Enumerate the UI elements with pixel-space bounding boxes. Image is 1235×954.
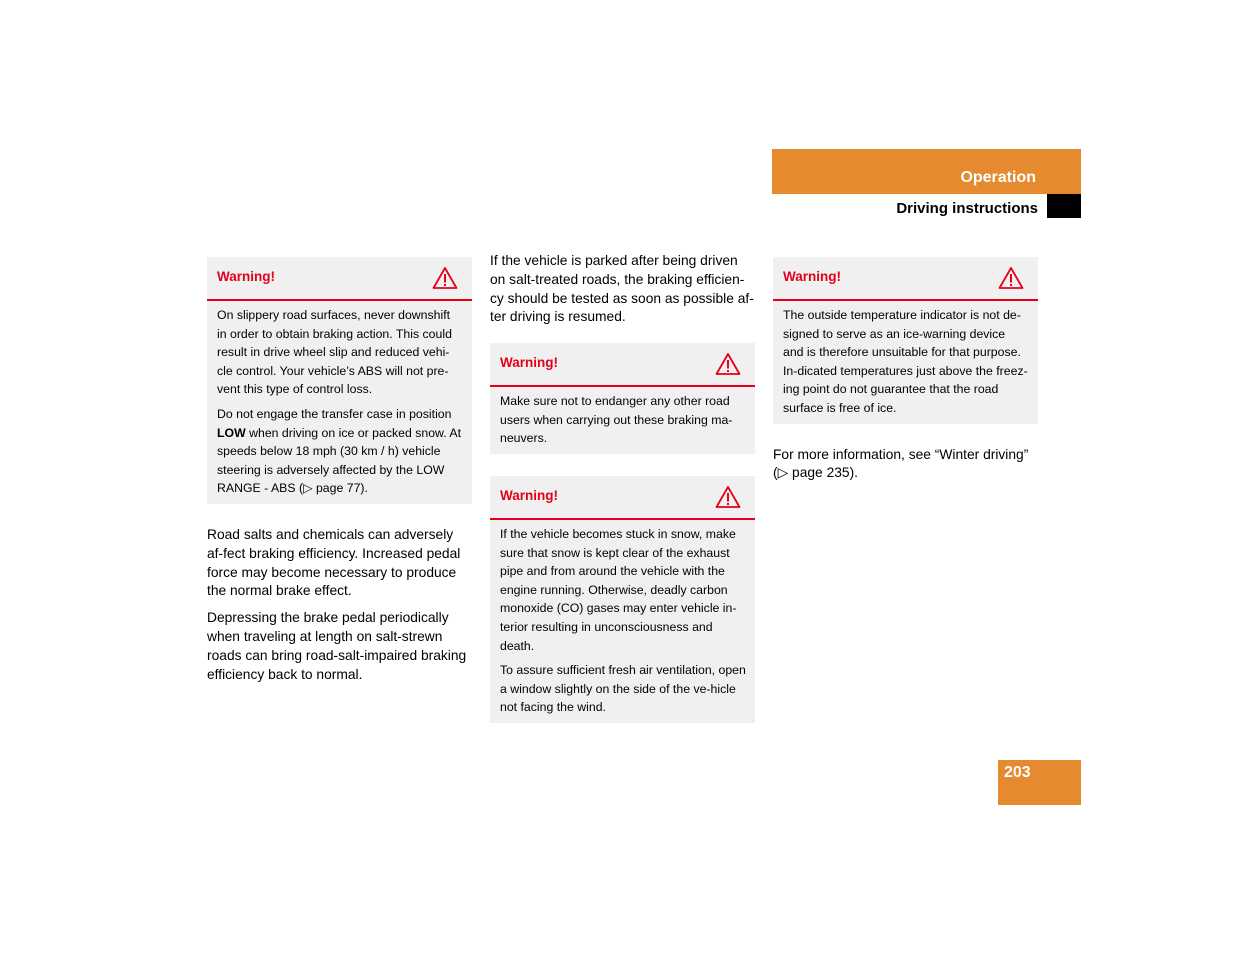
warning-paragraph: On slippery road surfaces, never downshift in order to obtain braking action. This could result in drive wheel slip and reduced vehi-cle control. Your vehicle’s ABS will not pre-vent this type of control loss.	[217, 308, 452, 397]
warning-paragraph: The outside temperature indicator is not de-signed to serve as an ice-warning device and is therefore unsuitable for that purpose. In-dicated temperatures just above the freez-ing point do not guarantee that the road surface is free of ice.	[783, 308, 1028, 415]
warning-header	[490, 343, 755, 387]
warning-paragraph: To assure sufficient fresh air ventilation, open a window slightly on the side of the ve-hicle not facing the wind.	[500, 663, 746, 715]
page-number: 203	[1004, 764, 1031, 781]
warning-triangle-icon	[998, 266, 1024, 290]
warning-title: Warning!	[217, 269, 275, 284]
warning-header	[490, 476, 755, 520]
section-header-bar	[772, 149, 1081, 194]
warning-text: Do not engage the transfer case in position	[217, 406, 452, 421]
warning-title: Warning!	[783, 269, 841, 284]
warning-body	[773, 301, 1038, 424]
warning-box	[207, 257, 472, 504]
warning-body	[490, 520, 755, 723]
column-left	[207, 257, 472, 692]
warning-body	[207, 301, 472, 504]
warning-triangle-icon	[715, 485, 741, 509]
warning-text: when driving on ice or packed snow. At speeds below 18 mph (30 km / h) vehicle steering is adversely affected by the LOW RANGE - ABS (▷ page 77).	[217, 425, 462, 496]
column-right	[773, 257, 1038, 491]
body-paragraph: Depressing the brake pedal periodically when traveling at length on salt-strewn roads can bring road-salt-impaired braking efficiency back to normal.	[207, 610, 467, 682]
warning-paragraph: If the vehicle becomes stuck in snow, make sure that snow is kept clear of the exhaust pipe and from around the vehicle with the engine running. Otherwise, deadly carbon monoxide (CO) gases may enter vehicle in-terior resulting in unconsciousness and death.	[500, 526, 737, 653]
page-number-box	[998, 760, 1081, 805]
column-middle	[490, 252, 755, 745]
warning-header	[207, 257, 472, 301]
warning-header	[773, 257, 1038, 301]
warning-title: Warning!	[500, 487, 558, 503]
warning-emphasis: LOW	[217, 425, 246, 440]
warning-triangle-icon	[715, 352, 741, 376]
section-marker	[1047, 194, 1081, 218]
subsection-title: Driving instructions	[896, 200, 1038, 217]
warning-body	[490, 387, 755, 454]
warning-box	[490, 476, 755, 723]
warning-box	[773, 257, 1038, 424]
warning-triangle-icon	[432, 266, 458, 290]
body-paragraph: Road salts and chemicals can adversely af-fect braking efficiency. Increased pedal force may become necessary to produce the normal brake effect.	[207, 526, 461, 599]
warning-paragraph: Make sure not to endanger any other road users when carrying out these braking ma-neuvers.	[500, 394, 733, 446]
warning-paragraph	[217, 405, 463, 498]
body-paragraph: For more information, see “Winter driving” (▷ page 235).	[773, 446, 1029, 481]
warning-title: Warning!	[500, 355, 558, 371]
body-paragraph: If the vehicle is parked after being driven on salt-treated roads, the braking efficien-cy should be tested as soon as possible af-ter driving is resumed.	[490, 253, 754, 325]
section-title: Operation	[960, 169, 1036, 186]
warning-box	[490, 343, 755, 454]
